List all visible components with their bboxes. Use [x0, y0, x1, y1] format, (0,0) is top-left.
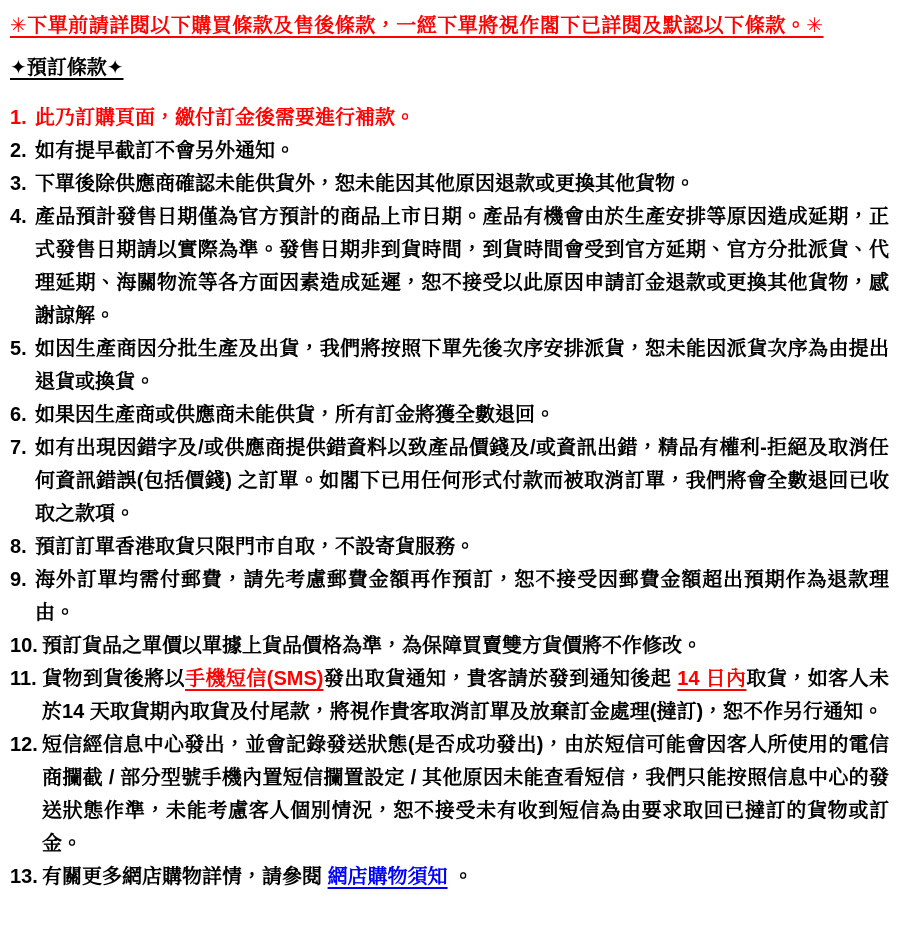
term-text [35, 201, 889, 333]
term-number: 7. [10, 437, 27, 459]
term-segment: 此乃訂購頁面，繳付訂金後需要進行補款。 [35, 107, 415, 129]
terms-list [10, 102, 889, 894]
term-item [10, 399, 889, 432]
term-item [10, 168, 889, 201]
term-segment: 取貨，如客人未於14 天取貨期內取貨及付尾款，將視作貴客取消訂單及放棄訂金處理(撻訂)，恕不作另行通知。 [42, 668, 889, 723]
term-segment: 如果因生產商或供應商未能供貨，所有訂金將獲全數退回。 [35, 404, 555, 426]
term-text [42, 630, 889, 663]
term-segment: 貨物到貨後將以 [42, 668, 186, 690]
term-segment: 。 [447, 866, 474, 888]
section-heading-preorder-terms: ✦預訂條款✦ [10, 57, 124, 79]
term-segment: 發出取貨通知，貴客請於發到通知後起 [323, 668, 678, 690]
term-number: 12. [10, 734, 38, 756]
shop-guide-link[interactable]: 網店購物須知 [327, 866, 448, 888]
term-segment: 海外訂單均需付郵費，請先考慮郵費金額再作預訂，恕不接受因郵費金額超出預期作為退款理由。 [35, 569, 889, 624]
term-segment-red-underline: 手機短信(SMS) [185, 668, 324, 690]
term-number: 4. [10, 206, 27, 228]
term-text [35, 102, 889, 135]
term-item [10, 102, 889, 135]
term-number: 3. [10, 173, 27, 195]
term-text [42, 861, 889, 894]
term-segment: 有關更多網店購物詳情，請參閱 [42, 866, 328, 888]
term-segment: 預訂貨品之單價以單據上貨品價格為準，為保障買賣雙方貨價將不作修改。 [42, 635, 702, 657]
term-number: 1. [10, 107, 27, 129]
term-item [10, 531, 889, 564]
term-number: 13. [10, 866, 38, 888]
term-item [10, 663, 889, 729]
term-item [10, 564, 889, 630]
term-item [10, 333, 889, 399]
term-segment: 產品預計發售日期僅為官方預計的商品上市日期。產品有機會由於生產安排等原因造成延期，正式發售日期請以實際為準。發售日期非到貨時間，到貨時間會受到官方延期、官方分批派貨、代理延期、海關物流等各方面因素造成延遲，恕不接受以此原因申請訂金退款或更換其他貨物，感謝諒解。 [35, 206, 889, 327]
term-item [10, 630, 889, 663]
term-item [10, 201, 889, 333]
term-number: 5. [10, 338, 27, 360]
term-segment: 短信經信息中心發出，並會記錄發送狀態(是否成功發出)，由於短信可能會因客人所使用的電信商攔截 / 部分型號手機內置短信攔置設定 / 其他原因未能查看短信，我們只能按照信息中心的發送狀態作準，未能考慮客人個別情況，恕不接受未有收到短信為由要求取回已撻訂的貨物或訂金。 [42, 734, 889, 855]
term-text [35, 564, 889, 630]
term-text [35, 333, 889, 399]
term-text [35, 531, 889, 564]
term-text [42, 729, 889, 861]
term-number: 8. [10, 536, 27, 558]
pre-order-warning-banner: ✳下單前請詳閱以下購買條款及售後條款，一經下單將視作閣下已詳閱及默認以下條款。✳ [10, 15, 824, 37]
term-text [35, 432, 889, 531]
term-item [10, 861, 889, 894]
section-heading-row [10, 52, 889, 85]
term-number: 11. [10, 668, 37, 690]
term-segment: 如有提早截訂不會另外通知。 [35, 140, 295, 162]
term-text [35, 399, 889, 432]
term-number: 2. [10, 140, 27, 162]
term-item [10, 135, 889, 168]
term-number: 10. [10, 635, 38, 657]
term-text [35, 168, 889, 201]
term-segment-red-underline: 14 日內 [677, 668, 747, 690]
term-item [10, 729, 889, 861]
term-text [35, 135, 889, 168]
term-segment: 下單後除供應商確認未能供貨外，恕未能因其他原因退款或更換其他貨物。 [35, 173, 695, 195]
term-item [10, 432, 889, 531]
term-segment: 如有出現因錯字及/或供應商提供錯資料以致產品價錢及/或資訊出錯，精品有權利-拒絕及取消任何資訊錯誤(包括價錢) 之訂單。如閣下已用任何形式付款而被取消訂單，我們將會全數退回已收取之款項。 [35, 437, 889, 525]
term-text [42, 663, 889, 729]
term-segment: 預訂訂單香港取貨只限門市自取，不設寄貨服務。 [35, 536, 475, 558]
term-segment: 如因生產商因分批生產及出貨，我們將按照下單先後次序安排派貨，恕未能因派貨次序為由提出退貨或換貨。 [35, 338, 889, 393]
term-number: 6. [10, 404, 27, 426]
term-number: 9. [10, 569, 27, 591]
